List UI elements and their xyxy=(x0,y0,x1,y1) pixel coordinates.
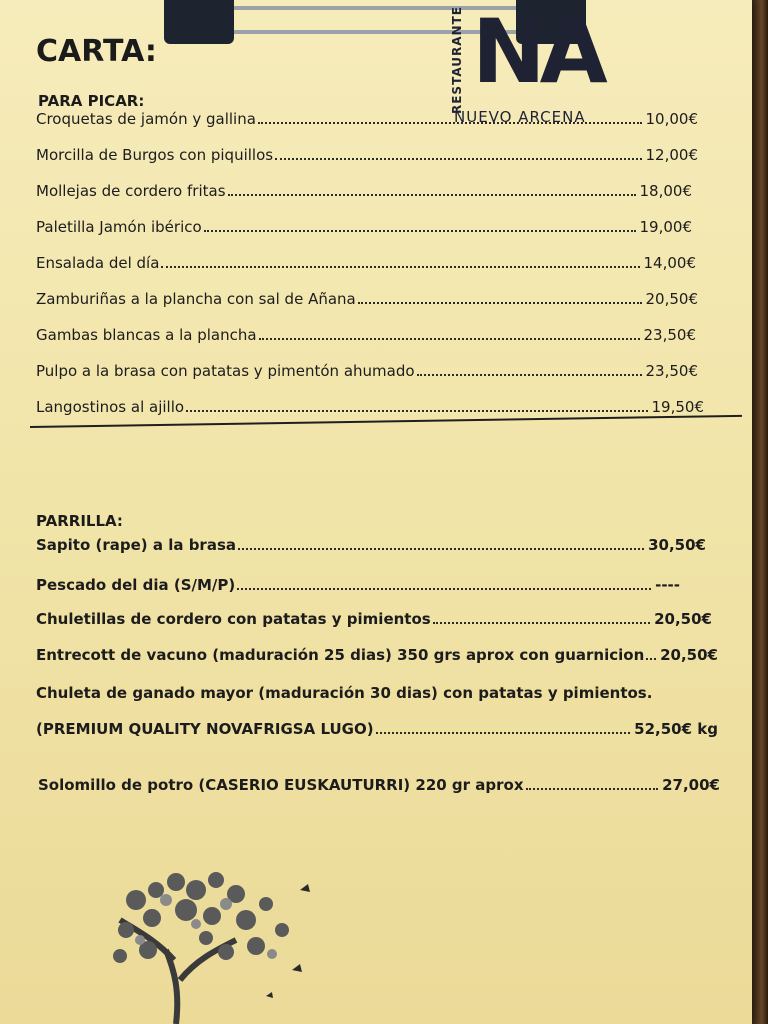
section-title-para-picar: PARA PICAR: xyxy=(38,92,145,110)
table-edge xyxy=(752,0,768,1024)
menu-item: Morcilla de Burgos con piquillos 12,00€ xyxy=(36,146,698,164)
logo-letters: NA xyxy=(472,0,602,103)
menu-title: CARTA: xyxy=(36,34,157,69)
menu-item: Langostinos al ajillo 19,50€ xyxy=(36,398,704,416)
menu-item: Zamburiñas a la plancha con sal de Añana 20,50€ xyxy=(36,290,698,308)
menu-item: Entrecott de vacuno (maduración 25 dias) 350 grs aprox con guarnicion 20,50€ xyxy=(36,646,718,664)
menu-item: Sapito (rape) a la brasa 30,50€ xyxy=(36,536,706,554)
menu-item: Chuleta de ganado mayor (maduración 30 dias) con patatas y pimientos. xyxy=(36,684,653,702)
menu-item: Paletilla Jamón ibérico 19,00€ xyxy=(36,218,692,236)
logo-subtitle: NUEVO ARCENA xyxy=(454,108,586,126)
menu-item: Chuletillas de cordero con patatas y pimientos 20,50€ xyxy=(36,610,712,628)
menu-item: Pulpo a la brasa con patatas y pimentón ahumado 23,50€ xyxy=(36,362,698,380)
menu-item: Solomillo de potro (CASERIO EUSKAUTURRI) 220 gr aprox 27,00€ xyxy=(38,776,720,794)
tree-illustration xyxy=(96,860,316,1024)
menu-item: (PREMIUM QUALITY NOVAFRIGSA LUGO) 52,50€ kg xyxy=(36,720,718,738)
menu-item: Mollejas de cordero fritas 18,00€ xyxy=(36,182,692,200)
section-title-parrilla: PARRILLA: xyxy=(36,512,123,530)
menu-item: Pescado del dia (S/M/P) ---- xyxy=(36,576,680,594)
menu-item: Gambas blancas a la plancha 23,50€ xyxy=(36,326,696,344)
menu-item: Croquetas de jamón y gallina 10,00€ xyxy=(36,110,698,128)
menu-item: Ensalada del día 14,00€ xyxy=(36,254,696,272)
logo-vertical-text: RESTAURANTE xyxy=(450,6,464,114)
